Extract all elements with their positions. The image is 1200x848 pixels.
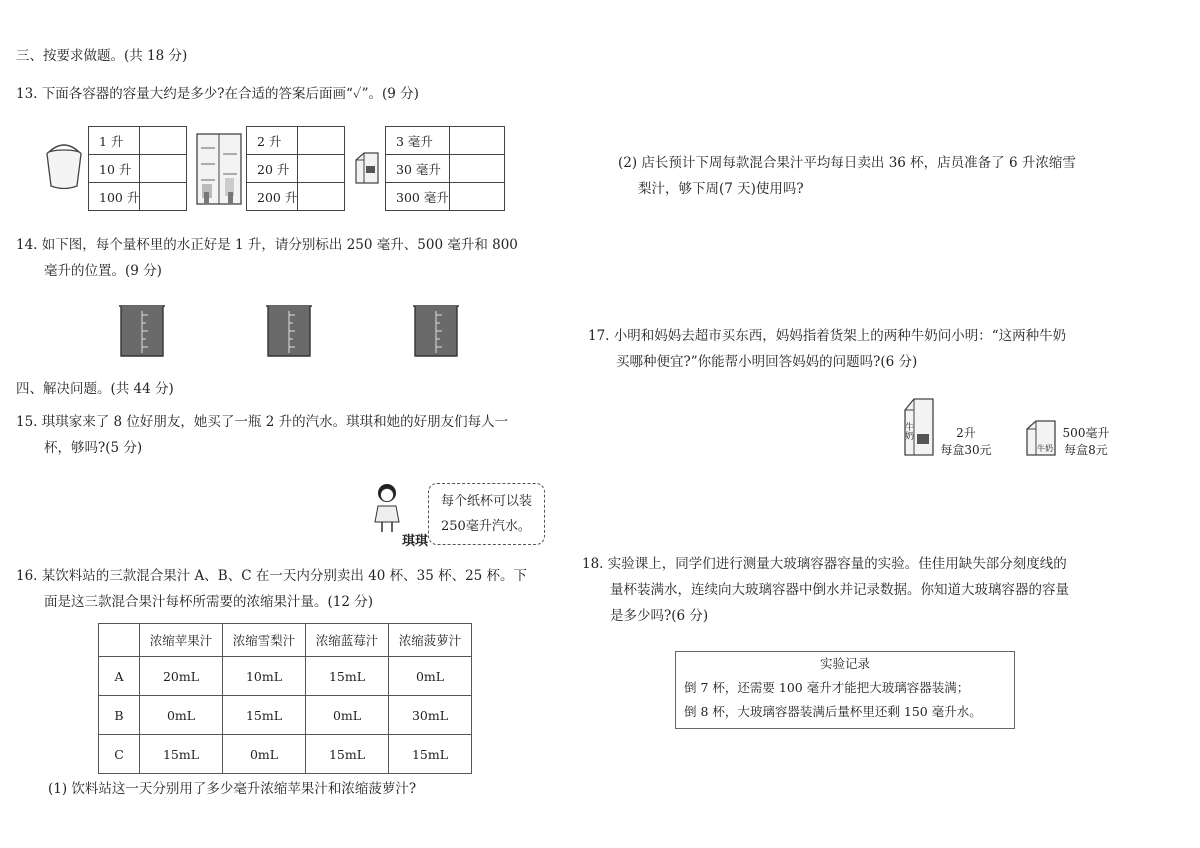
measuring-cup-icon[interactable]	[118, 303, 166, 359]
fridge-option-1[interactable]: 2 升	[247, 127, 298, 155]
milk-large-price: 每盒30元	[940, 443, 992, 457]
juice-header-pineapple: 浓缩菠萝汁	[389, 624, 472, 657]
record-title: 实验记录	[819, 656, 870, 671]
fridge-icon	[195, 132, 243, 208]
q17-line-1: 17. 小明和妈妈去超市买东西，妈妈指着货架上的两种牛奶问小明：“这两种牛奶	[588, 328, 1067, 344]
experiment-record-box	[675, 651, 1015, 729]
carton-answer-1[interactable]	[449, 127, 504, 155]
bucket-option-3[interactable]: 100 升	[89, 183, 140, 211]
milk-large-label	[930, 425, 1002, 459]
juice-cell: 10mL	[223, 657, 306, 696]
juice-row-label: A	[99, 657, 140, 696]
juice-table	[98, 623, 472, 774]
bubble-line-2: 250毫升汽水。	[441, 519, 531, 534]
juice-row-label: C	[99, 735, 140, 774]
milk-small-price: 每盒8元	[1064, 443, 1108, 457]
q18-line-1: 18. 实验课上，同学们进行测量大玻璃容器容量的实验。佳佳用缺失部分刻度线的	[582, 556, 1067, 572]
juice-cell: 0mL	[389, 657, 472, 696]
section-4-heading: 四、解决问题。(共 44 分)	[16, 381, 174, 397]
girl-icon	[370, 482, 404, 534]
q15-line-2: 杯，够吗?(5 分)	[44, 440, 143, 456]
q13-fridge-options	[246, 126, 345, 211]
q18-line-3: 是多少吗?(6 分)	[610, 608, 709, 624]
q13-carton-options	[385, 126, 505, 211]
bucket-answer-1[interactable]	[140, 127, 187, 155]
juice-header-empty	[99, 624, 140, 657]
q15-text	[16, 409, 508, 461]
milk-small-volume: 500毫升	[1062, 426, 1110, 440]
juice-cell: 15mL	[306, 735, 389, 774]
milk-large-volume: 2升	[956, 426, 976, 440]
q13-bucket-options	[88, 126, 187, 211]
milk-small-label	[1054, 425, 1118, 459]
juice-row-label: B	[99, 696, 140, 735]
q16-sub1: (1) 饮料站这一天分别用了多少毫升浓缩苹果汁和浓缩菠萝汁?	[48, 781, 417, 797]
fridge-answer-2[interactable]	[298, 155, 345, 183]
record-line-2: 倒 8 杯，大玻璃容器装满后量杯里还剩 150 毫升水。	[684, 704, 982, 719]
fridge-option-3[interactable]: 200 升	[247, 183, 298, 211]
bucket-answer-3[interactable]	[140, 183, 187, 211]
bubble-line-1: 每个纸杯可以装	[441, 494, 533, 509]
section-3-heading: 三、按要求做题。(共 18 分)	[16, 48, 188, 64]
carton-answer-2[interactable]	[449, 155, 504, 183]
q16-sub2	[618, 150, 1076, 202]
carton-option-2[interactable]: 30 毫升	[386, 155, 450, 183]
juice-cell: 15mL	[389, 735, 472, 774]
juice-cell: 20mL	[140, 657, 223, 696]
milk-small-carton-text: 牛奶	[1037, 444, 1053, 453]
carton-option-3[interactable]: 300 毫升	[386, 183, 450, 211]
q18-text	[582, 551, 1069, 629]
q18-line-2: 量杯装满水，连续向大玻璃容器中倒水并记录数据。你知道大玻璃容器的容量	[610, 582, 1069, 598]
q17-line-2: 买哪种便宜?”你能帮小明回答妈妈的问题吗?(6 分)	[616, 354, 918, 370]
bucket-answer-2[interactable]	[140, 155, 187, 183]
q14-line-2: 毫升的位置。(9 分)	[44, 263, 162, 279]
q14-line-1: 14. 如下图，每个量杯里的水正好是 1 升，请分别标出 250 毫升、500 毫升和 800	[16, 237, 518, 253]
fridge-answer-3[interactable]	[298, 183, 345, 211]
bucket-icon	[42, 142, 86, 192]
q16-sub2-line-2: 梨汁，够下周(7 天)使用吗?	[638, 181, 804, 197]
bucket-option-2[interactable]: 10 升	[89, 155, 140, 183]
q15-line-1: 15. 琪琪家来了 8 位好朋友，她买了一瓶 2 升的汽水。琪琪和她的好朋友们每人一	[16, 414, 509, 430]
fridge-answer-1[interactable]	[298, 127, 345, 155]
q16-line-1: 16. 某饮料站的三款混合果汁 A、B、C 在一天内分别卖出 40 杯、35 杯、25 杯。下	[16, 568, 528, 584]
q13-text: 13. 下面各容器的容量大约是多少?在合适的答案后面画“✓”。(9 分)	[16, 86, 419, 102]
carton-answer-3[interactable]	[449, 183, 504, 211]
carton-option-1[interactable]: 3 毫升	[386, 127, 450, 155]
juice-cell: 15mL	[306, 657, 389, 696]
juice-cell: 15mL	[140, 735, 223, 774]
q14-text	[16, 232, 518, 284]
q16-line-2: 面是这三款混合果汁每杯所需要的浓缩果汁量。(12 分)	[44, 594, 374, 610]
measuring-cup-icon[interactable]	[412, 303, 460, 359]
speech-bubble	[428, 483, 545, 545]
girl-name: 琪琪	[402, 534, 429, 549]
table-row	[99, 696, 472, 735]
q17-text	[588, 323, 1066, 375]
q16-sub2-line-1: (2) 店长预计下周每款混合果汁平均每日卖出 36 杯，店员准备了 6 升浓缩雪	[618, 155, 1076, 171]
juice-cell: 15mL	[223, 696, 306, 735]
q16-text	[16, 563, 527, 615]
record-line-1: 倒 7 杯，还需要 100 毫升才能把大玻璃容器装满；	[684, 680, 970, 695]
juice-header-pear: 浓缩雪梨汁	[223, 624, 306, 657]
milk-carton-icon	[352, 150, 382, 186]
fridge-option-2[interactable]: 20 升	[247, 155, 298, 183]
juice-header-apple: 浓缩苹果汁	[140, 624, 223, 657]
table-row	[99, 735, 472, 774]
measuring-cup-icon[interactable]	[265, 303, 313, 359]
juice-cell: 0mL	[140, 696, 223, 735]
juice-cell: 30mL	[389, 696, 472, 735]
bucket-option-1[interactable]: 1 升	[89, 127, 140, 155]
juice-cell: 0mL	[306, 696, 389, 735]
milk-large-carton-text: 牛奶	[905, 423, 915, 442]
juice-header-blueberry: 浓缩蓝莓汁	[306, 624, 389, 657]
table-row	[99, 657, 472, 696]
juice-cell: 0mL	[223, 735, 306, 774]
